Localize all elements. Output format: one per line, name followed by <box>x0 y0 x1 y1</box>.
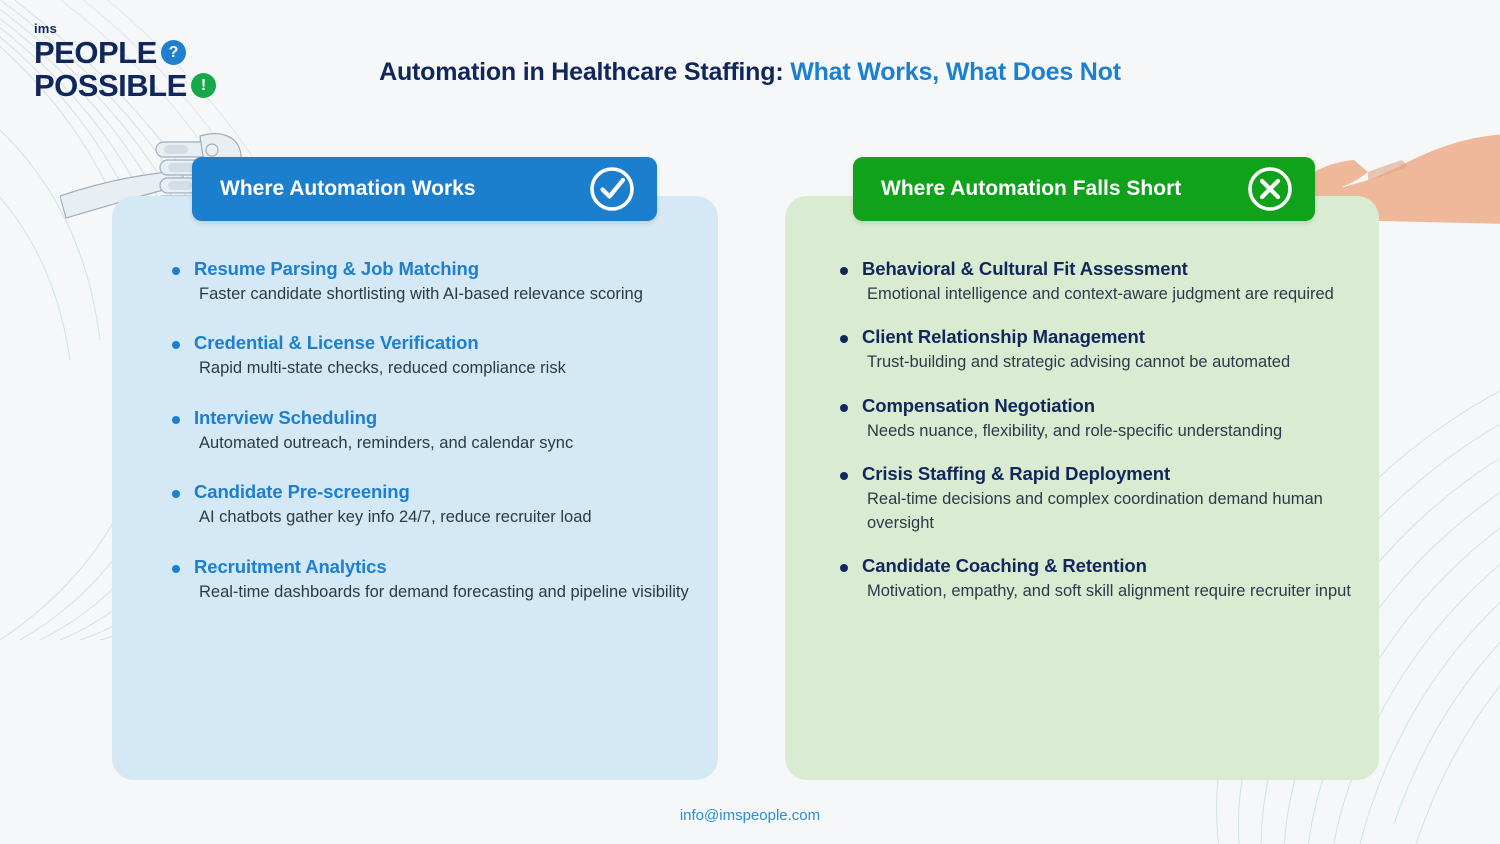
list-item <box>160 407 705 455</box>
list-item-title: Recruitment Analytics <box>194 555 387 577</box>
list-automation-falls-short <box>828 258 1380 624</box>
list-item-title: Compensation Negotiation <box>862 394 1095 416</box>
list-item-desc: Emotional intelligence and context-aware judgment are required <box>867 285 1334 303</box>
exclamation-badge-icon: ! <box>191 73 216 98</box>
list-item-desc: Rapid multi-state checks, reduced compliance risk <box>199 359 566 378</box>
page-title <box>0 58 1500 87</box>
list-item <box>828 258 1380 306</box>
list-item-desc: Faster candidate shortlisting with AI-based relevance scoring <box>199 285 643 303</box>
header-automation-works <box>192 157 657 221</box>
list-item <box>160 556 705 604</box>
header-automation-falls-short-label: Where Automation Falls Short <box>881 177 1182 200</box>
list-item <box>828 555 1380 603</box>
header-automation-falls-short <box>853 157 1315 221</box>
list-item-title: Behavioral & Cultural Fit Assessment <box>862 258 1188 279</box>
list-item-desc: Motivation, empathy, and soft skill alignment require recruiter input <box>867 582 1351 601</box>
question-badge-icon: ? <box>161 40 186 65</box>
footer-email[interactable]: info@imspeople.com <box>679 807 821 824</box>
list-item-title: Candidate Pre-screening <box>194 481 410 503</box>
list-item <box>828 395 1380 443</box>
list-item-desc: Automated outreach, reminders, and calendar sync <box>199 433 574 452</box>
header-automation-works-label: Where Automation Works <box>220 177 476 200</box>
list-item <box>160 481 705 529</box>
list-item-title: Client Relationship Management <box>862 326 1145 348</box>
list-item-title: Candidate Coaching & Retention <box>862 555 1147 577</box>
logo-possible-text: POSSIBLE <box>34 68 187 103</box>
list-item-title: Credential & License Verification <box>194 332 479 354</box>
list-item-desc: Real-time dashboards for demand forecasting and pipeline visibility <box>199 582 689 601</box>
page-title-accent: What Works, What Does Not <box>790 58 1121 86</box>
cross-circle-icon <box>1247 166 1293 212</box>
list-automation-works <box>160 258 705 630</box>
list-item <box>828 326 1380 374</box>
list-item-desc: Real-time decisions and complex coordination demand human oversight <box>867 490 1323 532</box>
list-item-title: Interview Scheduling <box>194 406 378 428</box>
list-item <box>160 258 705 306</box>
list-item-desc: AI chatbots gather key info 24/7, reduce recruiter load <box>199 508 592 527</box>
check-circle-icon <box>589 166 635 212</box>
logo-people-text: PEOPLE <box>34 35 157 70</box>
list-item <box>160 332 705 380</box>
list-item-desc: Trust-building and strategic advising cannot be automated <box>867 353 1291 372</box>
list-item-desc: Needs nuance, flexibility, and role-specific understanding <box>867 421 1283 440</box>
logo-ims-text: ims <box>34 21 58 36</box>
list-item <box>828 463 1380 535</box>
list-item-title: Crisis Staffing & Rapid Deployment <box>862 463 1171 485</box>
list-item-title: Resume Parsing & Job Matching <box>194 258 479 279</box>
page-title-main: Automation in Healthcare Staffing: <box>379 58 784 86</box>
